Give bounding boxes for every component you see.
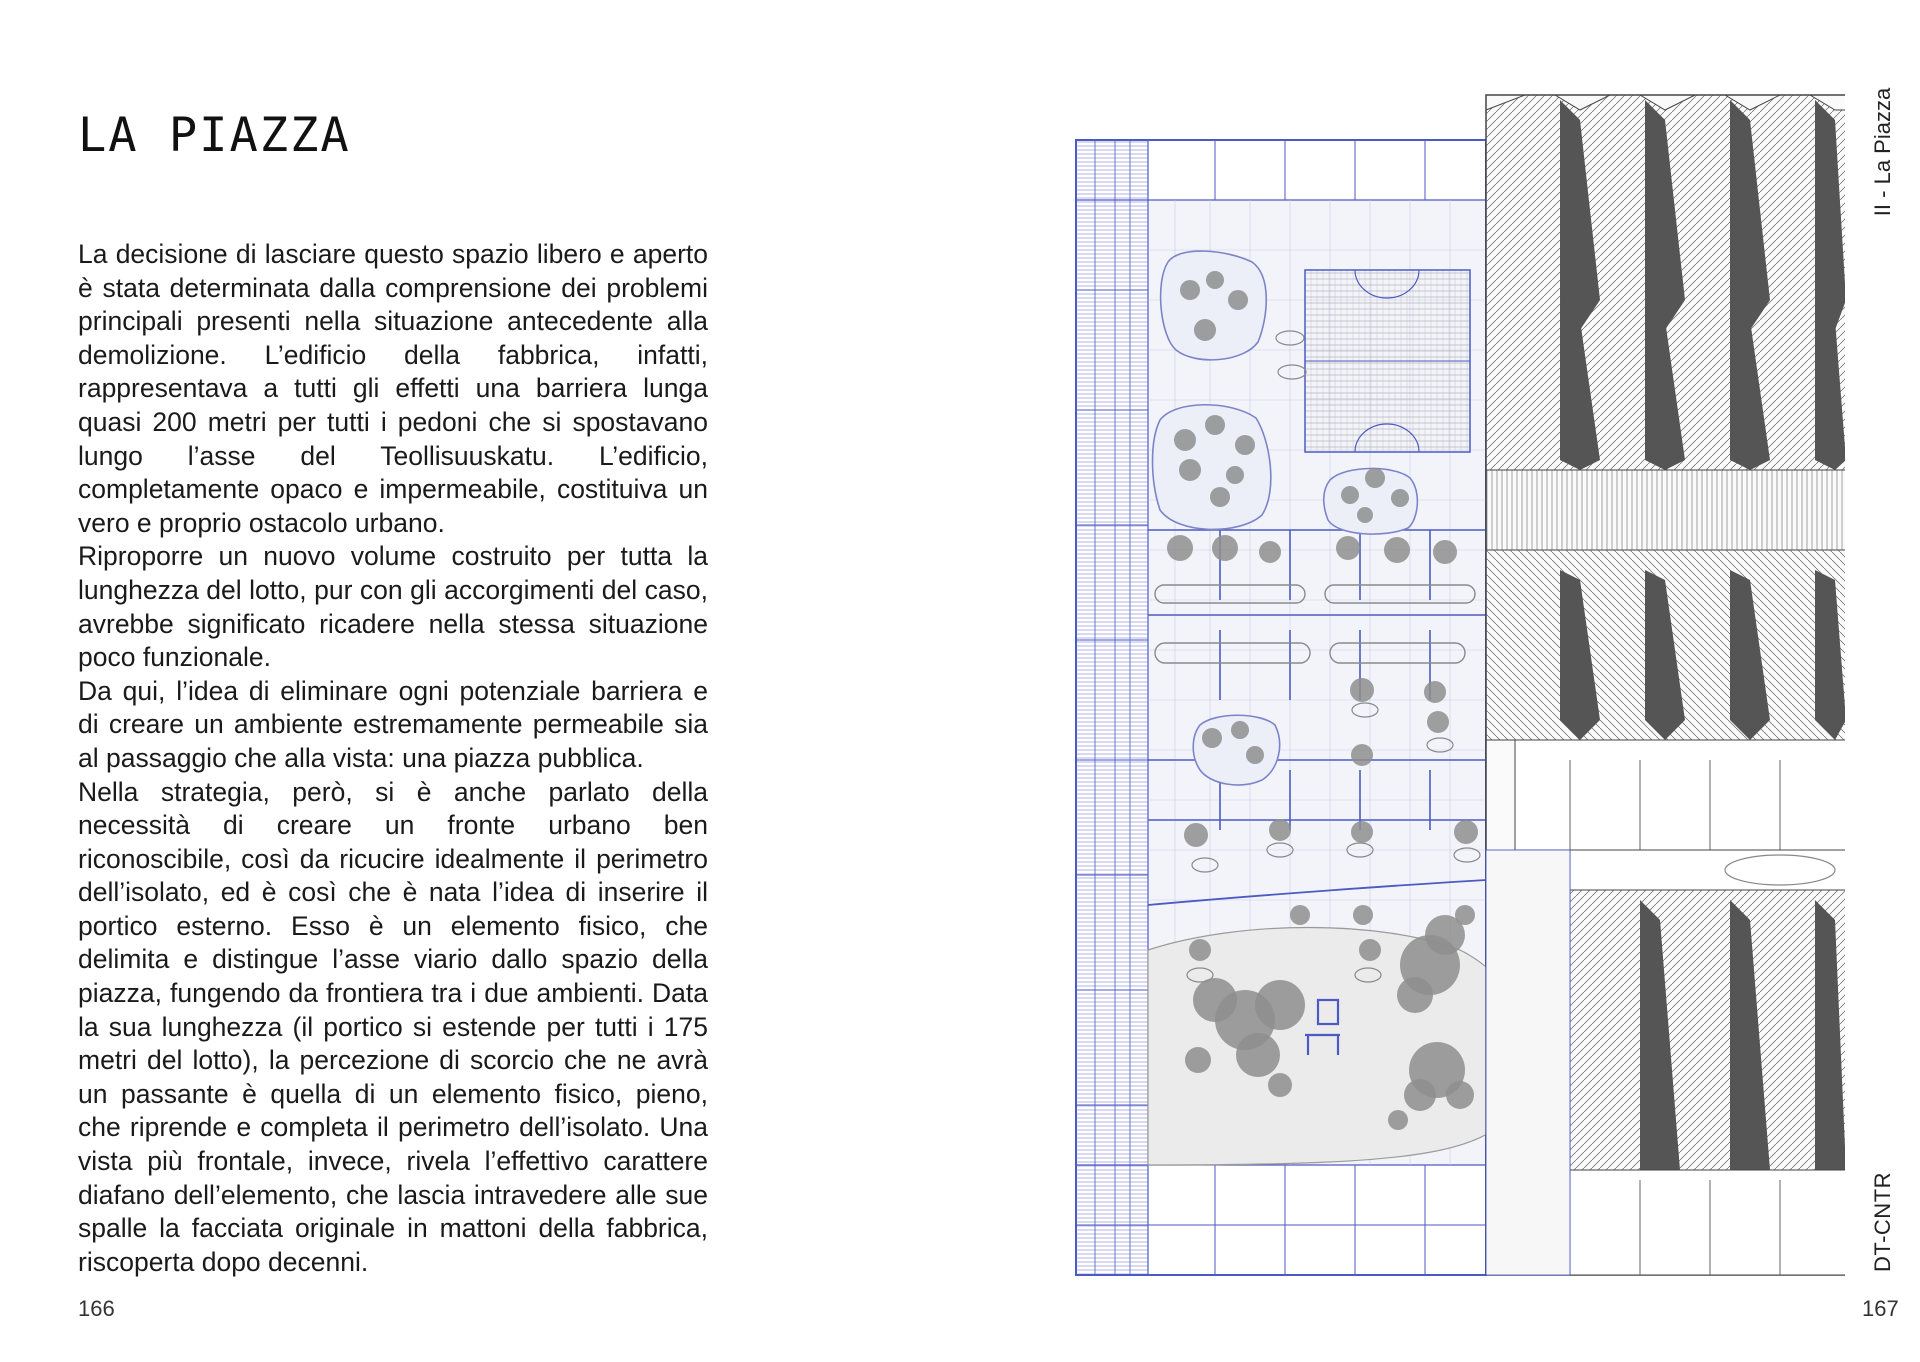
factory-facade-bays: [1515, 740, 1845, 850]
page-number-right: 167: [1862, 1296, 1899, 1321]
sport-court: [1305, 270, 1470, 452]
factory-building: [1486, 95, 1845, 1275]
code-label: DT-CNTR: [1870, 1171, 1895, 1273]
page-number-left: 166: [78, 1296, 115, 1321]
factory-roof-middle: [1486, 470, 1845, 550]
site-plan-drawing: [1075, 70, 1845, 1280]
paragraph: Riproporre un nuovo volume costruito per tutta la lunghezza del lotto, pur con gli accorgimenti del caso, avrebbe significato ricadere nella stessa situazione poco funzionale.: [78, 541, 708, 673]
paragraph: La decisione di lasciare questo spazio libero e aperto è stata determinata dalla comprensione dei problemi principali presenti nella situazione antecedente alla demolizione. L’edificio della fabbrica, infatti, rappresentava a tutti gli effetti una barriera lunga quasi 200 metri per tutti i pedoni che si spostavano lungo l’asse del Teollisuuskatu. L’edificio, completamente opaco e impermeabile, costituiva un vero e proprio ostacolo urbano.: [78, 239, 708, 538]
paragraph: Da qui, l’idea di eliminare ogni potenziale barriera e di creare un ambiente estremamente permeabile sia al passaggio che alla vista: una piazza pubblica.: [78, 675, 708, 773]
lawn-area: [1148, 928, 1525, 1166]
paragraph: Nella strategia, però, si è anche parlato della necessità di creare un fronte urbano ben riconoscibile, così da ricucire idealmente il perimetro dell’isolato, ed è così che è nata l’idea di inserire il portico esterno. Esso è un elemento fisico, che delimita e distingue l’asse viario dallo spazio della piazza, fungendo da frontiera tra i due ambienti. Data la sua lunghezza (il portico si estende per tutti i 175 metri del lotto), la percezione di scorcio che ne avrà un passante è quella di un elemento fisico, pieno, che riprende e completa il perimetro dell’isolato. Una vista più frontale, invece, rivela l’effettivo carattere diafano dell’elemento, che lascia intravedere alle sue spalle la facciata originale in mattoni della fabbrica, riscoperta dopo decenni.: [78, 776, 708, 1277]
page-title: LA PIAZZA: [78, 108, 351, 163]
body-text: [78, 238, 708, 1279]
section-label: II - La Piazza: [1870, 87, 1895, 217]
factory-wing-south: [1570, 890, 1845, 1200]
